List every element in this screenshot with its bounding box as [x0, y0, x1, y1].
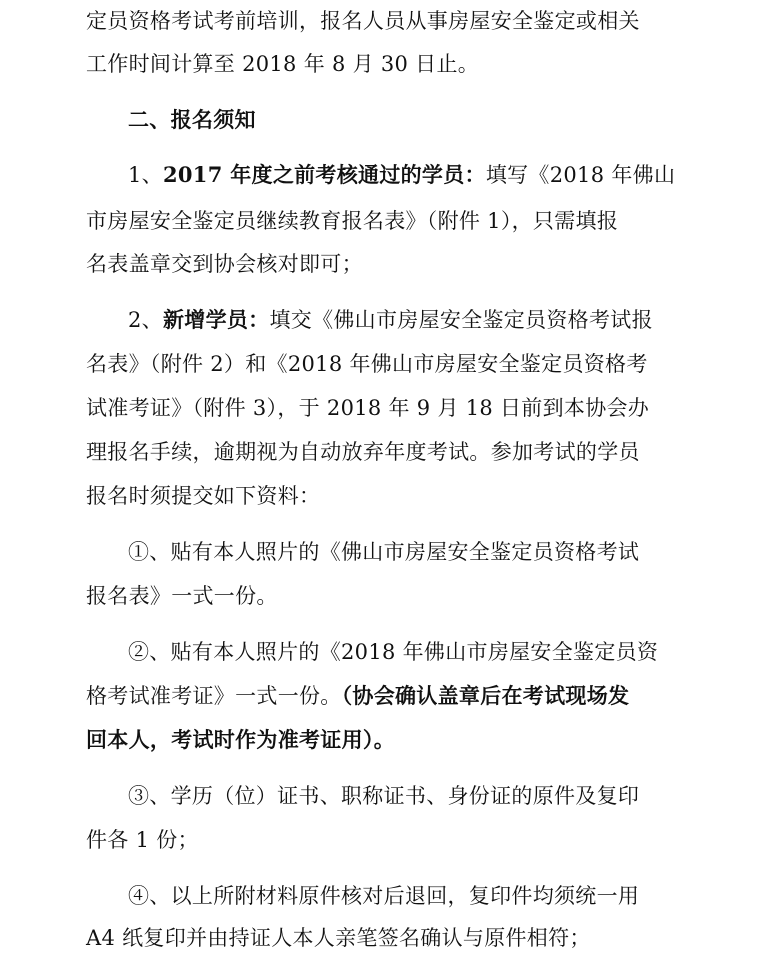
paragraph-line: ①、贴有本人照片的《佛山市房屋安全鉴定员资格考试: [128, 540, 640, 564]
paragraph-line: ④、以上所附材料原件核对后退回，复印件均须统一用: [128, 884, 640, 908]
paragraph-line: [128, 158, 686, 192]
paragraph-line: 工作时间计算至 2018 年 8 月 30 日止。: [86, 52, 480, 76]
inline-text: 格考试准考证》一式一份。: [86, 684, 342, 708]
paragraph-line: 名表盖章交到协会核对即可；: [86, 252, 363, 276]
paragraph-line: 定员资格考试考前培训，报名人员从事房屋安全鉴定或相关: [86, 9, 640, 33]
bold-note: （协会确认盖章后在考试现场发: [341, 683, 630, 708]
paragraph-line: 试准考证》（附件 3），于 2018 年 9 月 18 日前到本协会办: [86, 396, 650, 420]
section-heading: 二、报名须知: [128, 107, 256, 132]
paragraph-line: [128, 303, 686, 337]
paragraph-line: 报名表》一式一份。: [86, 584, 278, 608]
bold-term: 新增学员：: [162, 307, 270, 332]
bold-note-line: 回本人，考试时作为准考证用）。: [86, 727, 395, 752]
paragraph-line: 件各 1 份；: [86, 828, 199, 852]
paragraph-line: 市房屋安全鉴定员继续教育报名表》（附件 1），只需填报: [86, 209, 619, 233]
paragraph-line: 理报名手续，逾期视为自动放弃年度考试。参加考试的学员: [86, 440, 640, 464]
paragraph-line: ③、学历（位）证书、职称证书、身份证的原件及复印: [128, 784, 640, 808]
paragraph-line: 报名时须提交如下资料：: [86, 484, 321, 508]
inline-text: 填写《2018 年佛山: [485, 163, 676, 187]
bold-term: 2017 年度之前考核通过的学员：: [162, 162, 486, 187]
item-number: 2、: [128, 308, 163, 332]
paragraph-line: ②、贴有本人照片的《2018 年佛山市房屋安全鉴定员资: [128, 640, 659, 664]
item-number: 1、: [128, 163, 163, 187]
paragraph-line: A4 纸复印并由持证人本人亲笔签名确认与原件相符；: [86, 926, 591, 950]
paragraph-line: 名表》（附件 2）和《2018 年佛山市房屋安全鉴定员资格考: [86, 352, 648, 376]
paragraph-line: [86, 679, 686, 713]
inline-text: 填交《佛山市房屋安全鉴定员资格考试报: [269, 308, 653, 332]
